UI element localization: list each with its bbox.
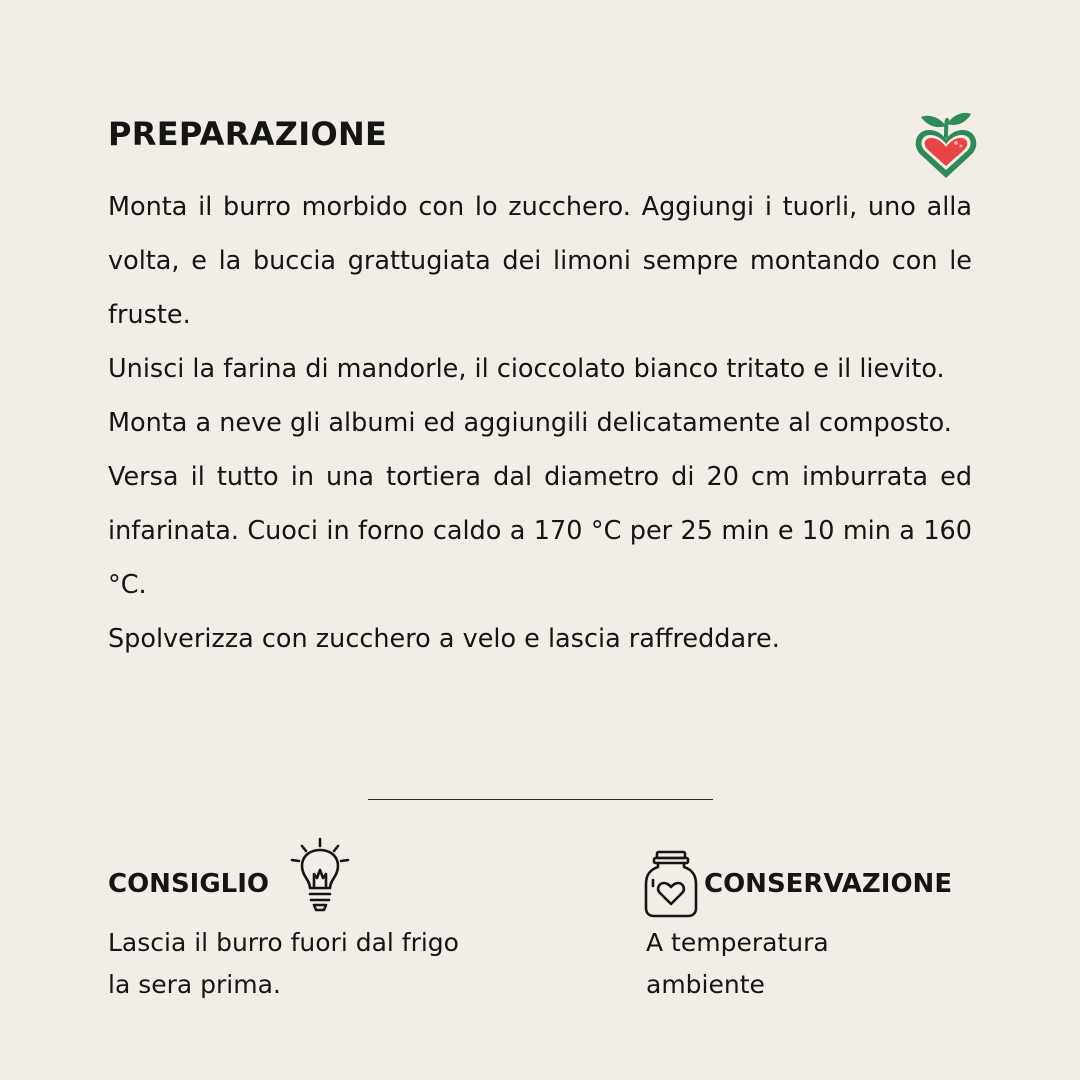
preparation-step: Versa il tutto in una tortiera dal diametro di 20 cm imburrata ed infarinata. Cuoci in forno caldo a 170 °C per 25 min e 10 min a 160 °C. (108, 462, 972, 600)
apple-heart-logo-icon (913, 106, 979, 182)
preparation-steps (108, 180, 972, 666)
preparation-step: Spolverizza con zucchero a velo e lascia raffreddare. (108, 624, 780, 654)
lightbulb-icon (288, 836, 352, 916)
preparation-step: Monta il burro morbido con lo zucchero. Aggiungi i tuorli, uno alla volta, e la buccia grattugiata dei limoni sempre montando con le fruste. (108, 192, 972, 330)
jar-heart-icon (643, 850, 699, 918)
consiglio-text (108, 922, 459, 1006)
conservazione-line: ambiente (646, 970, 765, 999)
consiglio-title: CONSIGLIO (108, 869, 270, 899)
preparation-step: Monta a neve gli albumi ed aggiungili delicatamente al composto. (108, 408, 952, 438)
section-divider (368, 799, 713, 800)
conservazione-title: CONSERVAZIONE (704, 869, 953, 899)
preparation-step: Unisci la farina di mandorle, il cioccolato bianco tritato e il lievito. (108, 354, 945, 384)
conservazione-line: A temperatura (646, 928, 829, 957)
consiglio-line: Lascia il burro fuori dal frigo (108, 928, 459, 957)
page-title: PREPARAZIONE (108, 115, 388, 153)
conservazione-text (646, 922, 829, 1006)
consiglio-line: la sera prima. (108, 970, 281, 999)
